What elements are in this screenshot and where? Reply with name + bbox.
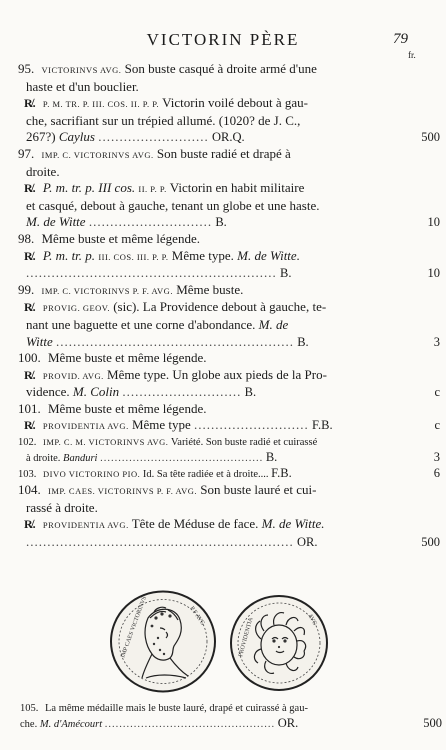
entry-line bbox=[18, 282, 434, 300]
rarity-mark: B. bbox=[244, 385, 257, 400]
description-text: Même type bbox=[131, 417, 191, 433]
legend-text: II. P. P. bbox=[138, 184, 167, 195]
description-text: La même médaille mais le buste lauré, drapé et cuirassé à gau- bbox=[45, 703, 308, 714]
legend-text: DIVO VICTORINO PIO. bbox=[43, 469, 141, 480]
entry-number: 103. bbox=[18, 469, 37, 481]
catalogue-entries bbox=[18, 61, 440, 550]
page-header bbox=[0, 30, 446, 60]
description-text: che. bbox=[20, 719, 38, 730]
entry-line bbox=[18, 401, 434, 418]
entry-number: 105. bbox=[20, 703, 39, 714]
legend-text: PROVID. AVG. bbox=[42, 370, 104, 381]
entry-line bbox=[18, 129, 440, 146]
entry-number: 100. bbox=[18, 350, 41, 366]
entry-line bbox=[18, 450, 440, 466]
entry-line bbox=[18, 417, 440, 435]
catalogue-entry bbox=[18, 61, 440, 146]
rarity-mark: B. bbox=[215, 215, 227, 230]
entry-number: 102. bbox=[18, 437, 37, 449]
description-text: Sa tête radiée et à droite.... bbox=[156, 469, 269, 481]
catalogue-entry bbox=[18, 482, 440, 550]
description-text: Son buste casqué à droite armé d'une bbox=[124, 61, 317, 76]
entry-line bbox=[18, 350, 434, 367]
description-text: Même buste. bbox=[176, 281, 244, 297]
svg-text:AVG: AVG bbox=[306, 613, 318, 627]
entry-line bbox=[18, 317, 434, 334]
reverse-mark: R̸. bbox=[24, 248, 36, 263]
description-text: Id. bbox=[142, 469, 155, 481]
legend-text: IMP. C. VICTORINVS P. F. AVG. bbox=[41, 285, 173, 296]
entry-line bbox=[18, 367, 434, 385]
reverse-mark: R̸. bbox=[24, 418, 36, 433]
reverse-mark: R̸. bbox=[24, 367, 36, 382]
coin-reverse-image bbox=[228, 593, 330, 693]
price-value: 500 bbox=[423, 716, 442, 730]
running-title: VICTORIN PÈRE bbox=[146, 30, 300, 49]
entry-line bbox=[18, 180, 434, 198]
catalogue-entry bbox=[18, 435, 440, 482]
legend-text: IMP. C. M. VICTORINVS AVG. bbox=[43, 437, 169, 448]
entry-line bbox=[18, 516, 434, 534]
legend-text: VICTORINVS AVG. bbox=[41, 65, 122, 75]
description-text: Tête de Méduse de face. bbox=[131, 516, 259, 532]
catalogue-entry bbox=[18, 145, 440, 231]
rarity-mark: B. bbox=[280, 266, 292, 281]
description-text: rassé à droite. bbox=[26, 499, 98, 515]
entry-number: 99. bbox=[18, 281, 35, 297]
legend-text: P. M. TR. P. III. COS. II. P. P. bbox=[42, 99, 160, 110]
entry-line bbox=[18, 533, 440, 551]
description-text: droite. bbox=[26, 163, 60, 179]
entry-line bbox=[18, 482, 434, 500]
legend-text: PROVIG. GEOV. bbox=[42, 303, 110, 314]
rarity-mark: OR. bbox=[297, 534, 318, 549]
entry-line bbox=[18, 265, 440, 282]
coin-obverse-image bbox=[108, 588, 218, 695]
price-value: 10 bbox=[427, 215, 440, 230]
italic-text: M. de bbox=[258, 316, 289, 332]
italic-text: Witte bbox=[26, 333, 53, 349]
entry-line bbox=[18, 384, 440, 401]
description-text: Variété. bbox=[170, 437, 204, 449]
price-value: 3 bbox=[433, 450, 440, 465]
entry-line bbox=[18, 435, 434, 450]
entry-number: 97. bbox=[18, 145, 35, 161]
rarity-mark: OR. bbox=[277, 716, 299, 730]
entry-number: 98. bbox=[18, 230, 35, 246]
price-value: c bbox=[434, 418, 440, 433]
description-text: Même buste et même légende. bbox=[48, 400, 207, 416]
description-text: Même buste et même légende. bbox=[48, 350, 207, 366]
leader-dots: ............................................................... bbox=[26, 533, 294, 549]
description-text: Victorin voilé debout à gau- bbox=[162, 95, 308, 111]
leader-dots: ........................................................ bbox=[55, 333, 294, 349]
entry-line bbox=[18, 113, 434, 130]
description-text: che, sacrifiant sur un trépied allumé. (1020? de J. C., bbox=[26, 112, 301, 128]
entry-line bbox=[18, 231, 434, 248]
description-text: haste et d'un bouclier. bbox=[26, 78, 139, 94]
entry-number: 104. bbox=[18, 482, 41, 498]
italic-text: Caylus bbox=[58, 129, 95, 145]
footnote bbox=[20, 701, 442, 732]
entry-line bbox=[18, 466, 440, 482]
description-text: 267?) bbox=[26, 129, 56, 145]
catalogue-entry bbox=[18, 400, 440, 435]
catalogue-entry bbox=[18, 281, 440, 350]
price-value: 3 bbox=[433, 334, 440, 349]
description-text: Son buste radié et drapé à bbox=[156, 145, 291, 161]
description-text: Même buste et même légende. bbox=[41, 230, 200, 246]
entry-line bbox=[20, 701, 434, 716]
entry-line bbox=[20, 716, 442, 732]
price-value: 10 bbox=[427, 266, 440, 281]
entry-line bbox=[18, 61, 434, 79]
leader-dots: ............................. bbox=[88, 214, 213, 230]
catalogue-entry bbox=[18, 350, 440, 401]
leader-dots: ............................................. bbox=[100, 453, 264, 465]
reverse-mark: R̸. bbox=[24, 181, 36, 196]
leader-dots: ............................ bbox=[122, 384, 242, 400]
page-note: fr. bbox=[408, 50, 416, 60]
entry-line bbox=[18, 299, 434, 317]
svg-text:PROVIDENTIA: PROVIDENTIA bbox=[238, 616, 255, 658]
entry-number: 101. bbox=[18, 400, 41, 416]
reverse-mark: R̸. bbox=[24, 300, 36, 315]
leader-dots: ............................................... bbox=[104, 719, 276, 730]
entry-number: 95. bbox=[18, 61, 35, 76]
entry-line bbox=[18, 95, 434, 113]
entry-line bbox=[18, 500, 434, 517]
entry-line bbox=[18, 248, 434, 266]
entry-line bbox=[18, 333, 440, 351]
description-text: (sic). La Providence debout à gauche, te- bbox=[113, 299, 327, 315]
legend-text: IMP. C. VICTORINVS AVG. bbox=[41, 149, 154, 160]
legend-text: III. COS. III. P. P. bbox=[98, 251, 169, 262]
description-text: Victorin en habit militaire bbox=[169, 180, 305, 196]
italic-text: P. m. tr. p. bbox=[42, 247, 96, 263]
price-value: c bbox=[434, 385, 440, 400]
reverse-mark: R̸. bbox=[24, 517, 36, 532]
entry-line bbox=[18, 79, 434, 96]
leader-dots: .......................... bbox=[98, 129, 209, 145]
italic-text: M. d'Amécourt bbox=[39, 719, 103, 730]
description-text: à droite. bbox=[26, 453, 61, 465]
rarity-mark: OR.Q. bbox=[211, 130, 245, 145]
svg-text:IMP CAES VICTORINVS: IMP CAES VICTORINVS bbox=[120, 595, 149, 659]
entry-line bbox=[18, 164, 434, 181]
description-text: Son buste radié et cuirassé bbox=[205, 437, 318, 449]
reverse-mark: R̸. bbox=[24, 96, 36, 111]
italic-text: P. m. tr. p. III cos. bbox=[42, 180, 136, 196]
italic-text: Banduri bbox=[63, 453, 98, 465]
legend-text: PROVIDENTIA AVG. bbox=[42, 421, 129, 432]
svg-text:P F AVG: P F AVG bbox=[188, 605, 206, 627]
legend-text: PROVIDENTIA AVG. bbox=[42, 520, 129, 531]
page-number: 79 bbox=[393, 31, 408, 47]
leader-dots: ........................................................... bbox=[26, 265, 277, 281]
italic-text: M. Colin bbox=[72, 384, 120, 400]
rarity-mark: F.B. bbox=[312, 418, 333, 433]
catalogue-entry bbox=[18, 230, 440, 282]
price-value: 6 bbox=[433, 466, 440, 481]
italic-text: M. de Witte. bbox=[237, 247, 300, 263]
description-text: Même type. Un globe aux pieds de la Pro- bbox=[107, 366, 327, 382]
rarity-mark: F.B. bbox=[271, 466, 292, 481]
legend-text: IMP. CAES. VICTORINVS P. F. AVG. bbox=[48, 486, 197, 497]
price-value: 500 bbox=[421, 534, 440, 549]
coin-plate bbox=[0, 587, 446, 692]
description-text: Même type. bbox=[171, 247, 234, 263]
rarity-mark: B. bbox=[265, 450, 278, 465]
description-text: nant une baguette et une corne d'abondance. bbox=[26, 316, 256, 332]
description-text: et casqué, debout à gauche, tenant un globe et une haste. bbox=[26, 197, 320, 213]
rarity-mark: B. bbox=[297, 334, 309, 349]
description-text: vidence. bbox=[26, 384, 70, 400]
entry-line bbox=[18, 146, 434, 164]
price-value: 500 bbox=[421, 130, 440, 145]
entry-line bbox=[18, 214, 440, 231]
description-text: Son buste lauré et cui- bbox=[200, 482, 317, 498]
italic-text: M. de Witte bbox=[26, 214, 86, 230]
leader-dots: ........................... bbox=[194, 417, 309, 433]
entry-line bbox=[18, 198, 434, 215]
italic-text: M. de Witte. bbox=[261, 516, 325, 532]
